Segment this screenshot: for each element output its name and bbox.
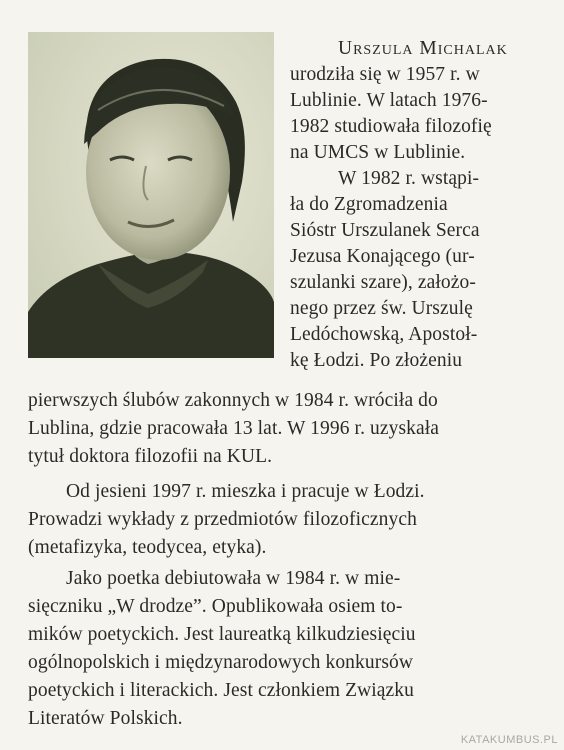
author-name: Urszula Michalak: [338, 38, 508, 59]
text-line: ogólnopolskich i międzynarodowych konkursów: [28, 652, 414, 673]
text-line: tytuł doktora filozofii na KUL.: [28, 446, 273, 467]
text-line: ła do Zgromadzenia: [290, 194, 448, 215]
text-line: Prowadzi wykłady z przedmiotów filozoficznych: [28, 509, 417, 530]
text-line: Od jesieni 1997 r. mieszka i pracuje w Łodzi.: [66, 481, 425, 502]
text-line: (metafizyka, teodycea, etyka).: [28, 537, 267, 558]
text-line: na UMCS w Lublinie.: [290, 142, 466, 163]
author-name-line: [290, 36, 540, 62]
text-line: W 1982 r. wstąpi-: [338, 168, 480, 189]
text-line: Jako poetka debiutowała w 1984 r. w mie-: [66, 568, 401, 589]
text-line: nego przez św. Urszulę: [290, 298, 473, 319]
text-line: mików poetyckich. Jest laureatką kilkudziesięciu: [28, 624, 416, 645]
text-line: Lublina, gdzie pracowała 13 lat. W 1996 r. uzyskała: [28, 418, 440, 439]
author-portrait: [28, 32, 274, 358]
text-line: Literatów Polskich.: [28, 708, 183, 729]
text-line: 1982 studiowała filozofię: [290, 116, 492, 137]
text-line: szulanki szare), założo-: [290, 272, 476, 293]
text-line: kę Łodzi. Po złożeniu: [290, 350, 463, 371]
watermark: KATAKUMBUS.PL: [460, 734, 558, 746]
text-line: pierwszych ślubów zakonnych w 1984 r. wróciła do: [28, 390, 438, 411]
text-line: Lublinie. W latach 1976-: [290, 90, 488, 111]
text-line: Sióstr Urszulanek Serca: [290, 220, 480, 241]
text-line: Ledóchowską, Apostoł-: [290, 324, 478, 345]
text-line: Jezusa Konającego (ur-: [290, 246, 475, 267]
text-line: urodziła się w 1957 r. w: [290, 64, 480, 85]
text-line: sięczniku „W drodze”. Opublikowała osiem to-: [28, 596, 403, 617]
text-line: poetyckich i literackich. Jest członkiem Związku: [28, 680, 414, 701]
